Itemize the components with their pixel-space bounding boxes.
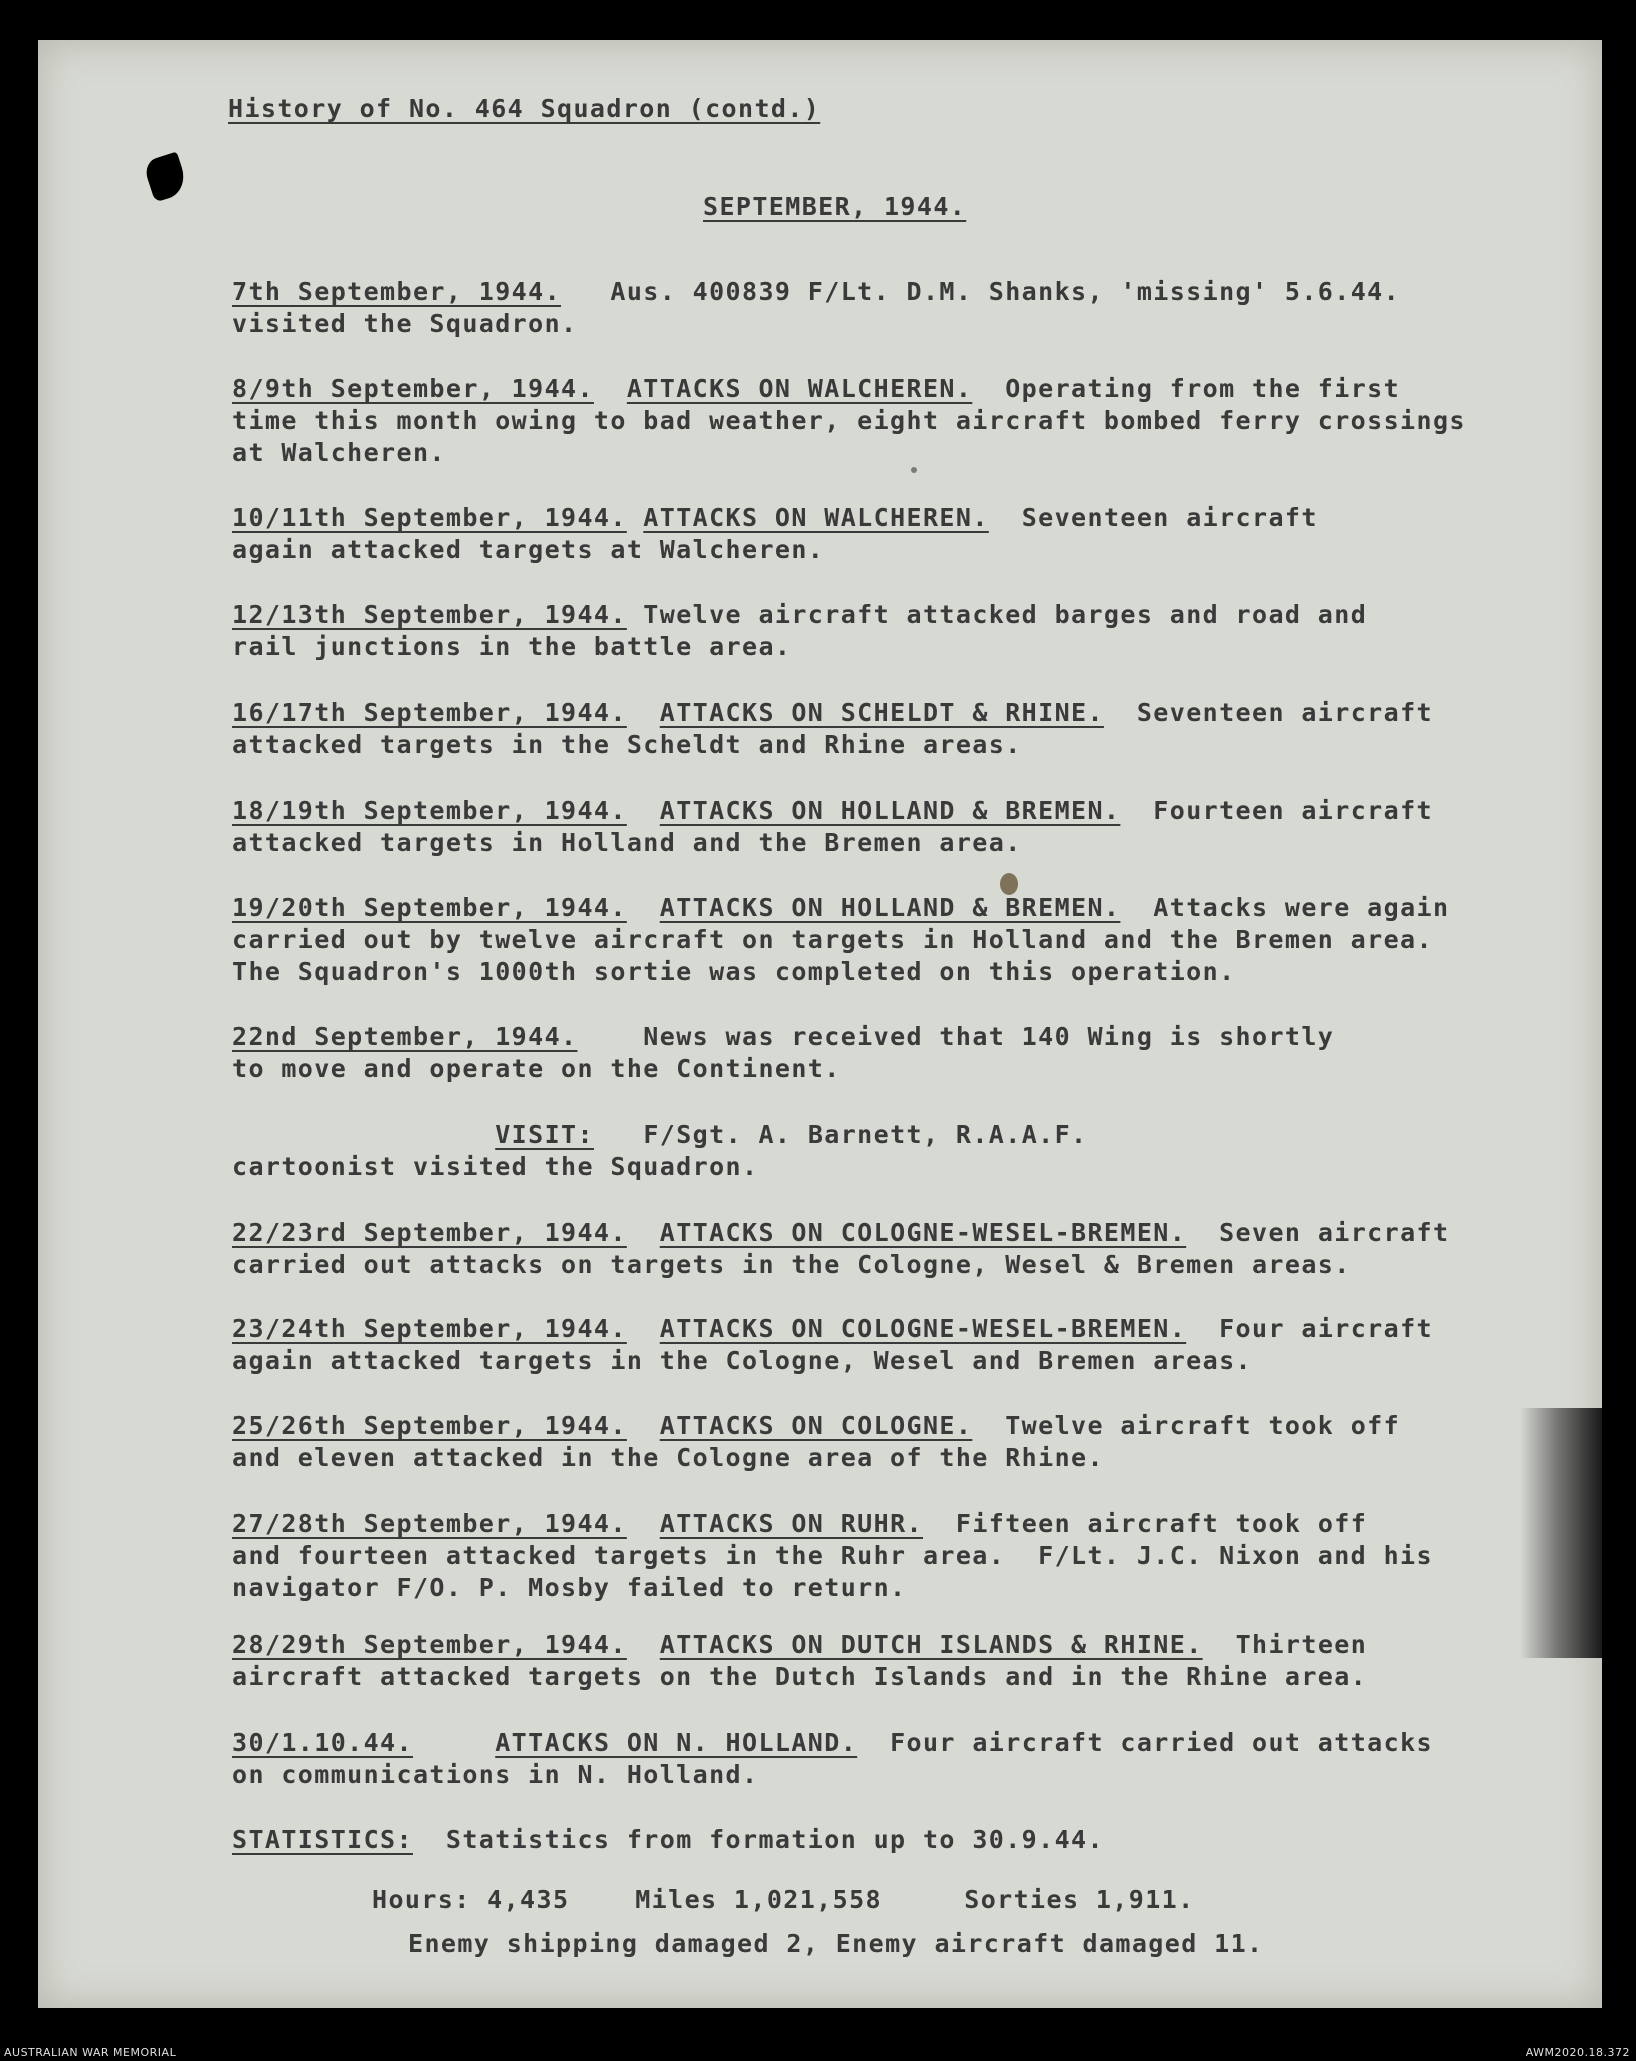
entry-date: 23/24th September, 1944.	[232, 1314, 627, 1343]
entry-heading: ATTACKS ON WALCHEREN.	[626, 374, 973, 403]
entry-date: 27/28th September, 1944.	[232, 1509, 627, 1538]
entry-date: 10/11th September, 1944.	[232, 503, 627, 532]
entry	[232, 373, 1472, 469]
entry	[232, 795, 1472, 859]
entry	[232, 1313, 1472, 1377]
entry	[232, 1410, 1472, 1474]
visit-label: VISIT:	[495, 1120, 594, 1149]
footer-reference: AWM2020.18.372	[1525, 2046, 1630, 2059]
entry	[232, 1217, 1472, 1281]
entry-date: 22nd September, 1944.	[232, 1022, 578, 1051]
entry-date: 8/9th September, 1944.	[232, 374, 594, 403]
entry-date: 19/20th September, 1944.	[232, 893, 627, 922]
entry	[232, 1629, 1472, 1693]
entry-heading: ATTACKS ON WALCHEREN.	[643, 503, 989, 532]
entry	[232, 892, 1472, 988]
entry-date: 7th September, 1944.	[232, 277, 562, 306]
entry-text: navigator F/O. P. Mosby failed to return.	[232, 1573, 907, 1602]
entry-heading: ATTACKS ON COLOGNE-WESEL-BREMEN.	[659, 1314, 1187, 1343]
entry-text: and eleven attacked in the Cologne area of the Rhine.	[232, 1443, 1104, 1472]
entry-text: Twelve aircraft took off	[1005, 1411, 1401, 1440]
entry-text: attacked targets in Holland and the Bremen area.	[232, 828, 1022, 857]
entry	[232, 1508, 1472, 1604]
entry-text: rail junctions in the battle area.	[232, 632, 792, 661]
entry-text: Four aircraft carried out attacks	[890, 1728, 1433, 1757]
visit-entry	[232, 1119, 1472, 1183]
entry-text: Fourteen aircraft	[1153, 796, 1433, 825]
entry-text: time this month owing to bad weather, eight aircraft bombed ferry crossings	[232, 406, 1466, 435]
statistics-damage: Enemy shipping damaged 2, Enemy aircraft damaged 11.	[408, 1929, 1264, 1958]
entry	[232, 276, 1472, 340]
entry-date: 12/13th September, 1944.	[232, 600, 627, 629]
visit-text: F/Sgt. A. Barnett, R.A.A.F.	[643, 1120, 1088, 1149]
entry-text: attacked targets in the Scheldt and Rhine areas.	[232, 730, 1022, 759]
footer-institution: AUSTRALIAN WAR MEMORIAL	[4, 2046, 177, 2059]
entry-text: Seven aircraft	[1219, 1218, 1450, 1247]
entry	[232, 599, 1472, 663]
entry-date: 18/19th September, 1944.	[232, 796, 627, 825]
entry-text: on communications in N. Holland.	[232, 1760, 759, 1789]
entry-text: again attacked targets in the Cologne, Wesel and Bremen areas.	[232, 1346, 1252, 1375]
entry-text: Attacks were again	[1153, 893, 1450, 922]
entry-date: 16/17th September, 1944.	[232, 698, 627, 727]
entry-text: The Squadron's 1000th sortie was completed on this operation.	[232, 957, 1236, 986]
entry-text: Seventeen aircraft	[1136, 698, 1433, 727]
entry-text: to move and operate on the Continent.	[232, 1054, 841, 1083]
entry-date: 22/23rd September, 1944.	[232, 1218, 627, 1247]
entry-text: again attacked targets at Walcheren.	[232, 535, 825, 564]
visit-text: cartoonist visited the Squadron.	[232, 1152, 759, 1181]
entry-date: 30/1.10.44.	[232, 1728, 413, 1757]
entry-text: Four aircraft	[1219, 1314, 1433, 1343]
statistics-totals: Hours: 4,435 Miles 1,021,558 Sorties 1,911.	[372, 1885, 1195, 1914]
entry-heading: ATTACKS ON SCHELDT & RHINE.	[659, 698, 1104, 727]
entry-text: at Walcheren.	[232, 438, 446, 467]
entry-text: Twelve aircraft attacked barges and road and	[643, 600, 1368, 629]
entry-heading: ATTACKS ON HOLLAND & BREMEN.	[659, 893, 1121, 922]
entry-text: Thirteen	[1235, 1630, 1368, 1659]
entry-heading: ATTACKS ON HOLLAND & BREMEN.	[659, 796, 1121, 825]
entry-text: aircraft attacked targets on the Dutch Islands and in the Rhine area.	[232, 1662, 1368, 1691]
entry-heading: ATTACKS ON DUTCH ISLANDS & RHINE.	[659, 1630, 1203, 1659]
entry-heading: ATTACKS ON COLOGNE.	[659, 1411, 973, 1440]
statistics-intro: Statistics from formation up to 30.9.44.	[445, 1825, 1104, 1854]
statistics	[232, 1824, 1472, 1856]
entry-text: Operating from the first	[1005, 374, 1401, 403]
entry-text: Aus. 400839 F/Lt. D.M. Shanks, 'missing' 5.6.44.	[610, 277, 1401, 306]
entry-text: Seventeen aircraft	[1021, 503, 1318, 532]
entry	[232, 1727, 1472, 1791]
entry	[232, 502, 1472, 566]
entry-heading: ATTACKS ON COLOGNE-WESEL-BREMEN.	[659, 1218, 1187, 1247]
entry-text: carried out attacks on targets in the Cologne, Wesel & Bremen areas.	[232, 1250, 1351, 1279]
entry-date: 25/26th September, 1944.	[232, 1411, 627, 1440]
entry-text: and fourteen attacked targets in the Ruhr area. F/Lt. J.C. Nixon and his	[232, 1541, 1433, 1570]
statistics-label: STATISTICS:	[232, 1825, 413, 1854]
document-header: History of No. 464 Squadron (contd.)	[228, 94, 821, 123]
entry-text: News was received that 140 Wing is shortly	[643, 1022, 1335, 1051]
entry	[232, 1021, 1472, 1085]
month-title: SEPTEMBER, 1944.	[703, 192, 967, 221]
entry	[232, 697, 1472, 761]
entry-heading: ATTACKS ON N. HOLLAND.	[495, 1728, 858, 1757]
torn-edge	[1520, 1408, 1602, 1658]
entry-text: carried out by twelve aircraft on targets in Holland and the Bremen area.	[232, 925, 1433, 954]
entry-text: visited the Squadron.	[232, 309, 578, 338]
entry-date: 28/29th September, 1944.	[232, 1630, 627, 1659]
entry-text: Fifteen aircraft took off	[955, 1509, 1368, 1538]
entry-heading: ATTACKS ON RUHR.	[659, 1509, 923, 1538]
